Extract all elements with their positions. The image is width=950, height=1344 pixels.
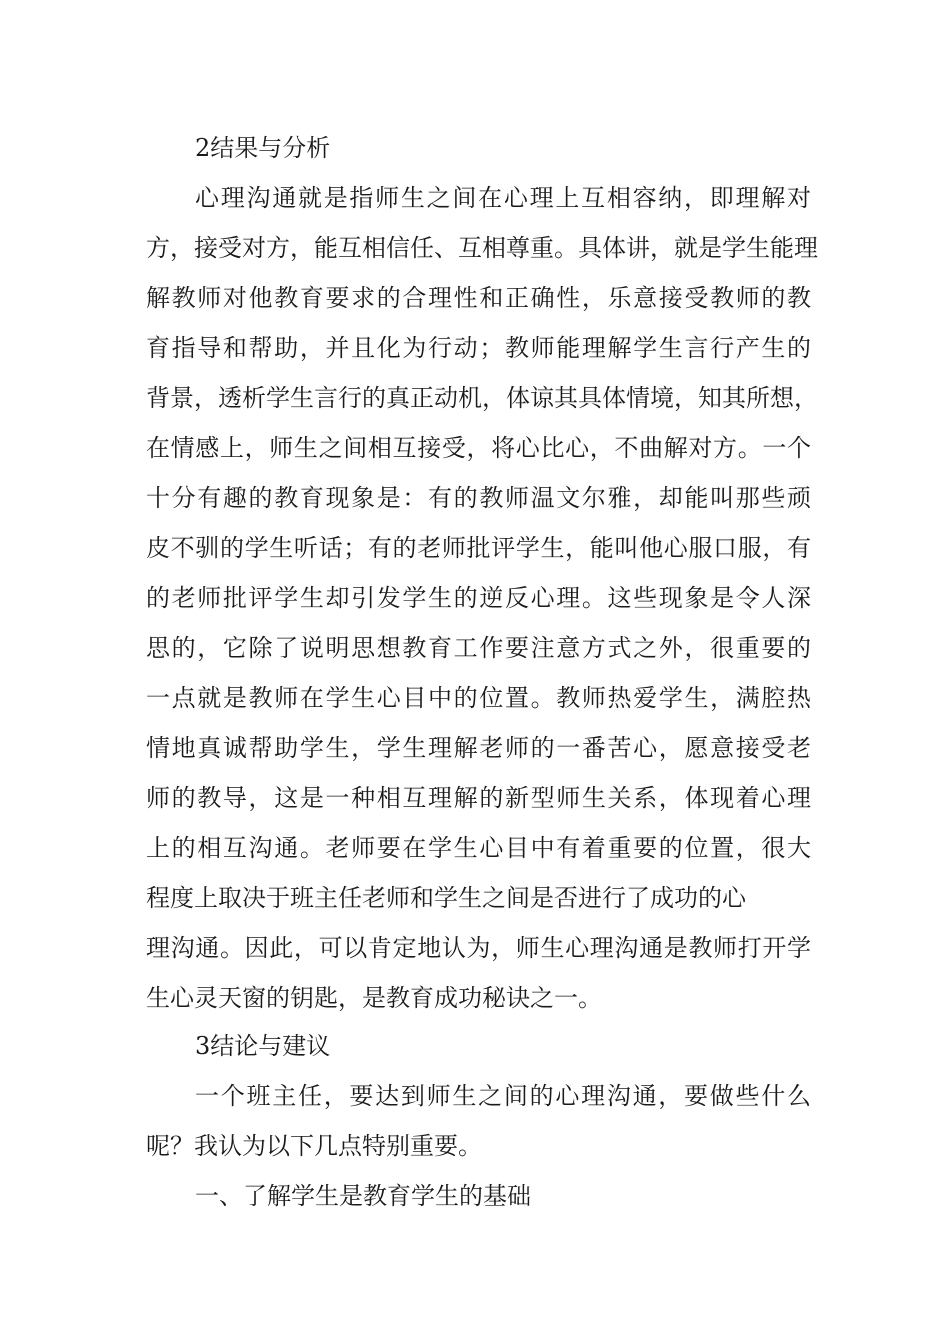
paragraph-line: 育指导和帮助，并且化为行动；教师能理解学生言行产生的 [146, 334, 811, 362]
paragraph-line: 师的教导，这是一种相互理解的新型师生关系，体现着心理 [146, 784, 811, 812]
paragraph-line: 程度上取决于班主任老师和学生之间是否进行了成功的心 [146, 884, 746, 912]
section-heading-results: 2结果与分析 [195, 134, 331, 162]
paragraph-line: 呢？我认为以下几点特别重要。 [146, 1132, 482, 1160]
paragraph-line: 思的，它除了说明思想教育工作要注意方式之外，很重要的 [146, 634, 811, 662]
paragraph-line: 在情感上，师生之间相互接受，将心比心，不曲解对方。一个 [146, 434, 811, 462]
paragraph-line: 一点就是教师在学生心目中的位置。教师热爱学生，满腔热 [146, 684, 811, 712]
paragraph-line: 背景，透析学生言行的真正动机，体谅其具体情境，知其所想， [146, 384, 818, 412]
paragraph-line: 一个班主任，要达到师生之间的心理沟通，要做些什么 [195, 1082, 811, 1110]
paragraph-line: 心理沟通就是指师生之间在心理上互相容纳，即理解对 [195, 184, 811, 212]
paragraph-line: 方，接受对方，能互相信任、互相尊重。具体讲，就是学生能理 [146, 234, 818, 262]
paragraph-line: 情地真诚帮助学生，学生理解老师的一番苦心，愿意接受老 [146, 734, 811, 762]
paragraph-line: 上的相互沟通。老师要在学生心目中有着重要的位置，很大 [146, 834, 811, 862]
paragraph-line: 皮不驯的学生听话；有的老师批评学生，能叫他心服口服，有 [146, 534, 811, 562]
paragraph-line: 理沟通。因此，可以肯定地认为，师生心理沟通是教师打开学 [146, 934, 811, 962]
paragraph-line: 解教师对他教育要求的合理性和正确性，乐意接受教师的教 [146, 284, 811, 312]
paragraph-line: 生心灵天窗的钥匙，是教育成功秘诀之一。 [146, 984, 602, 1012]
subheading-understand-students: 一、了解学生是教育学生的基础 [195, 1182, 531, 1210]
paragraph-class-teacher [146, 1071, 811, 1171]
section-heading-conclusions: 3结论与建议 [195, 1032, 331, 1060]
paragraph-line: 十分有趣的教育现象是：有的教师温文尔雅，却能叫那些顽 [146, 484, 811, 512]
paragraph-line: 的老师批评学生却引发学生的逆反心理。这些现象是令人深 [146, 584, 811, 612]
paragraph-psychological-communication [146, 173, 818, 1023]
